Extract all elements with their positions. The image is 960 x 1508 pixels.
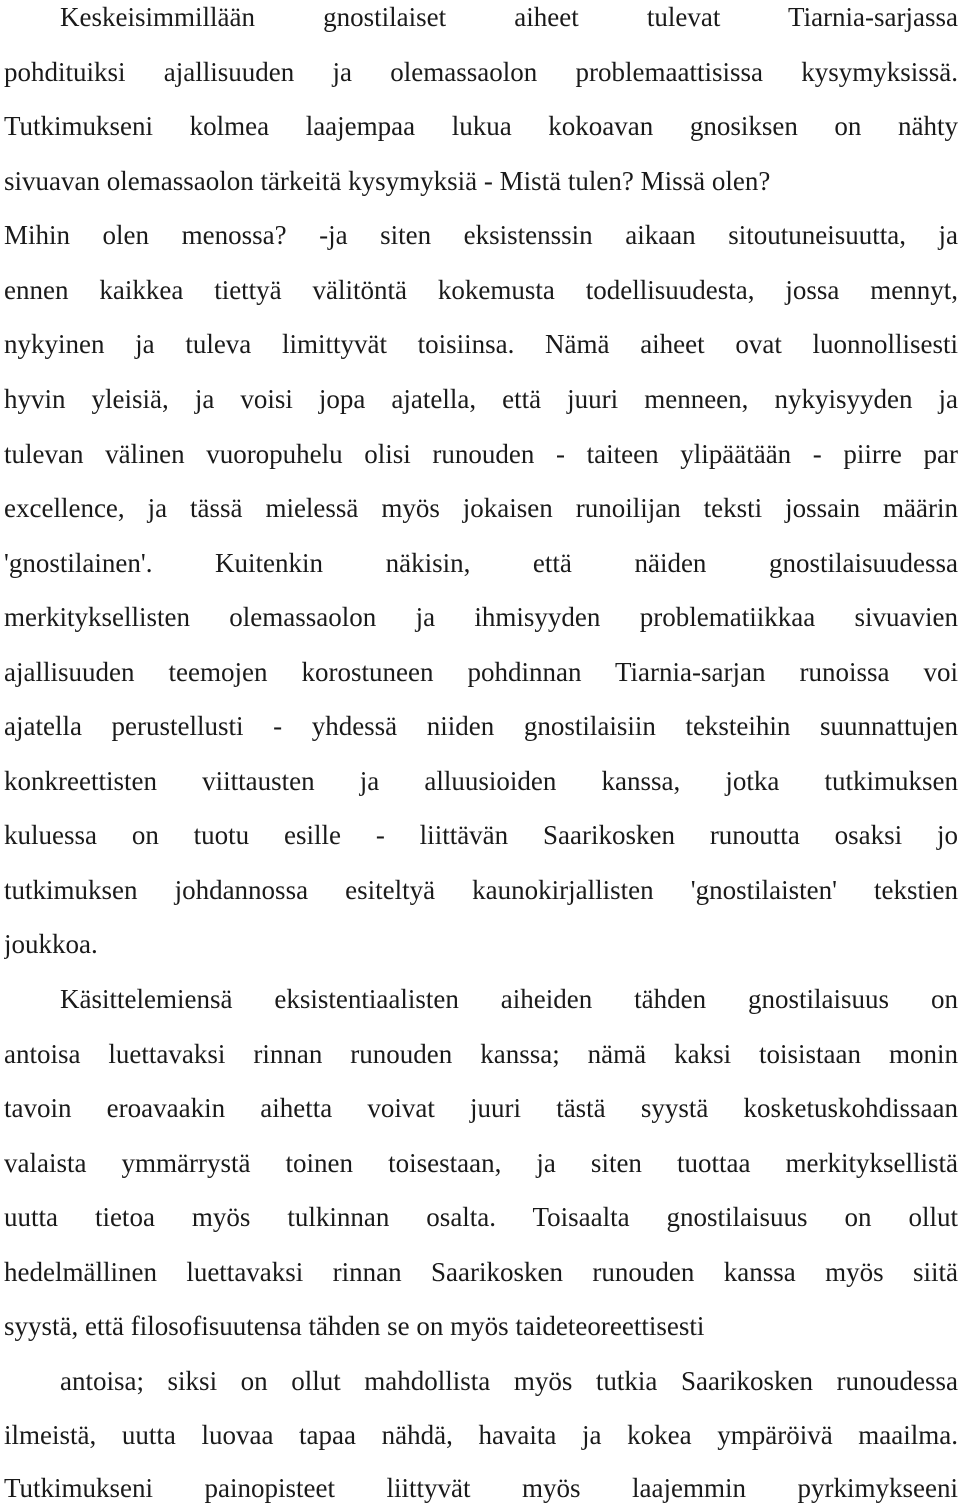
text-line: tavoin eroavaakin aihetta voivat juuri tästä syystä kosketuskohdissaan [4, 1093, 958, 1123]
text-line: hedelmällinen luettavaksi rinnan Saarikosken runouden kanssa myös siitä [4, 1257, 958, 1287]
text-line: ennen kaikkea tiettyä välitöntä kokemusta todellisuudesta, jossa mennyt, [4, 275, 958, 305]
text-line: kuluessa on tuotu esille - liittävän Saarikosken runoutta osaksi jo [4, 820, 958, 850]
text-line: konkreettisten viittausten ja alluusioiden kanssa, jotka tutkimuksen [4, 766, 958, 796]
text-line: hyvin yleisiä, ja voisi jopa ajatella, että juuri menneen, nykyisyyden ja [4, 384, 958, 414]
text-line: Tutkimukseni painopisteet liittyvät myös laajemmin pyrkimykseeni [4, 1473, 958, 1503]
text-line: Tutkimukseni kolmea laajempaa lukua kokoavan gnosiksen on nähty [4, 111, 958, 141]
text-line: ilmeistä, uutta luovaa tapaa nähdä, havaita ja kokea ympäröivä maailma. [4, 1420, 958, 1450]
text-line: Mihin olen menossa? -ja siten eksistenssin aikaan sitoutuneisuutta, ja [4, 220, 958, 250]
text-line: uutta tietoa myös tulkinnan osalta. Toisaalta gnostilaisuus on ollut [4, 1202, 958, 1232]
text-line: ajallisuuden teemojen korostuneen pohdinnan Tiarnia-sarjan runoissa voi [4, 657, 958, 687]
text-line: pohdituiksi ajallisuuden ja olemassaolon problemaattisissa kysymyksissä. [4, 57, 958, 87]
text-line: Käsittelemiensä eksistentiaalisten aiheiden tähden gnostilaisuus on [60, 984, 958, 1014]
text-line: syystä, että filosofisuutensa tähden se on myös taideteoreettisesti [4, 1311, 705, 1341]
text-line: nykyinen ja tuleva limittyvät toisiinsa. Nämä aiheet ovat luonnollisesti [4, 329, 958, 359]
text-line: excellence, ja tässä mielessä myös jokaisen runoilijan teksti jossain määrin [4, 493, 958, 523]
text-line: sivuavan olemassaolon tärkeitä kysymyksiä - Mistä tulen? Missä olen? [4, 166, 771, 196]
text-line: valaista ymmärrystä toinen toisestaan, ja siten tuottaa merkityksellistä [4, 1148, 958, 1178]
text-line: joukkoa. [4, 929, 98, 959]
text-line: tutkimuksen johdannossa esiteltyä kaunokirjallisten 'gnostilaisten' tekstien [4, 875, 958, 905]
text-line: antoisa; siksi on ollut mahdollista myös tutkia Saarikosken runoudessa [60, 1366, 958, 1396]
text-line: 'gnostilainen'. Kuitenkin näkisin, että näiden gnostilaisuudessa [4, 548, 958, 578]
text-line: tulevan välinen vuoropuhelu olisi runouden - taiteen ylipäätään - piirre par [4, 439, 958, 469]
text-line: antoisa luettavaksi rinnan runouden kanssa; nämä kaksi toisistaan monin [4, 1039, 958, 1069]
text-line: Keskeisimmillään gnostilaiset aiheet tulevat Tiarnia-sarjassa [60, 2, 958, 32]
text-line: ajatella perustellusti - yhdessä niiden gnostilaisiin teksteihin suunnattujen [4, 711, 958, 741]
text-line: merkityksellisten olemassaolon ja ihmisyyden problematiikkaa sivuavien [4, 602, 958, 632]
